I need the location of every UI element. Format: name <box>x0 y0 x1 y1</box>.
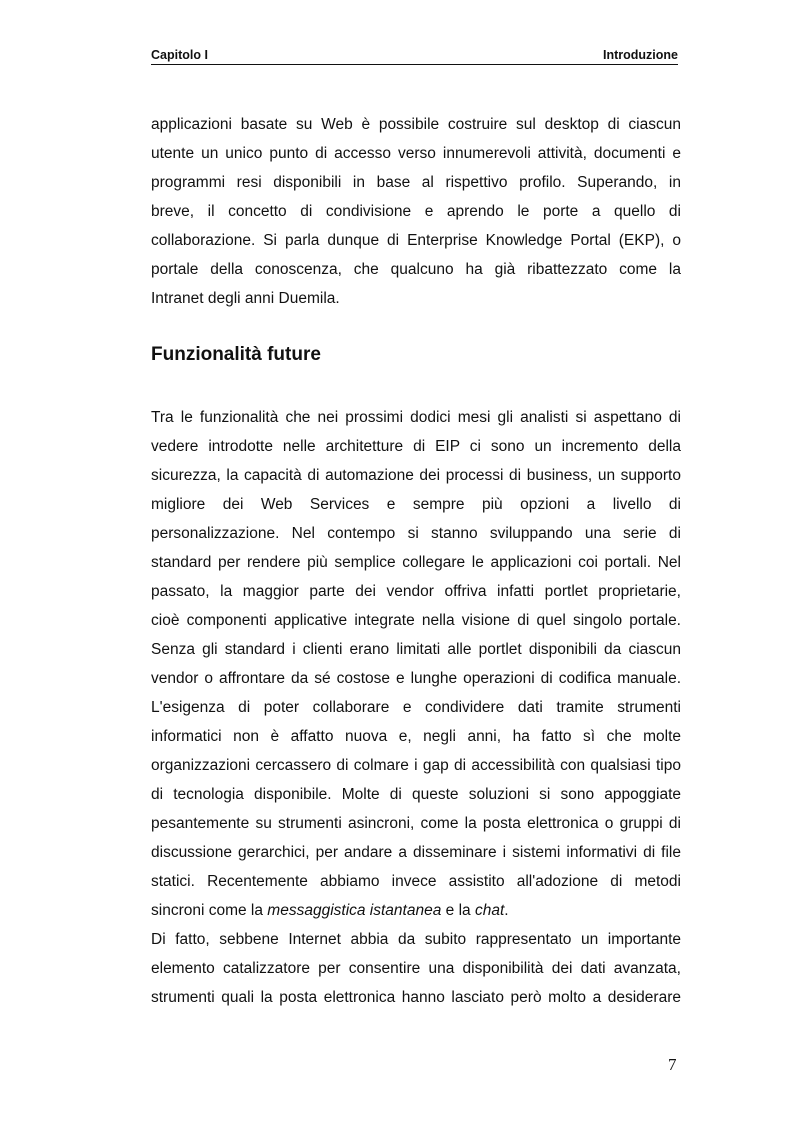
text-line: collaborazione. Si parla dunque di Enterprise Knowledge Portal (EKP), o <box>151 232 681 249</box>
text-line <box>151 896 681 925</box>
paragraph-future-features <box>151 403 681 925</box>
text-line: Di fatto, sebbene Internet abbia da subito rappresentato un importante <box>151 931 681 948</box>
text-line: passato, la maggior parte dei vendor offriva infatti portlet proprietarie, <box>151 583 681 600</box>
text-line: standard per rendere più semplice collegare le applicazioni coi portali. Nel <box>151 554 681 571</box>
italic-term: chat <box>474 902 505 919</box>
text-line: di tecnologia disponibile. Molte di queste soluzioni si sono appoggiate <box>151 786 681 803</box>
page-number: 7 <box>668 1055 677 1074</box>
section-title: Funzionalità future <box>151 344 321 365</box>
text-line: cioè componenti applicative integrate nella visione di quel singolo portale. <box>151 612 681 629</box>
text-line: Intranet degli anni Duemila. <box>151 290 340 307</box>
text-line: discussione gerarchici, per andare a disseminare i sistemi informativi di file <box>151 844 681 861</box>
text-run: . <box>504 902 509 919</box>
text-line: portale della conoscenza, che qualcuno ha già ribattezzato come la <box>151 261 681 278</box>
text-line: sicurezza, la capacità di automazione dei processi di business, un supporto <box>151 467 681 484</box>
text-run: sincroni come la <box>151 902 268 919</box>
text-line: L'esigenza di poter collaborare e condividere dati tramite strumenti <box>151 699 681 716</box>
text-line: utente un unico punto di accesso verso innumerevoli attività, documenti e <box>151 145 681 162</box>
header-section: Introduzione <box>603 48 678 62</box>
text-line: pesantemente su strumenti asincroni, come la posta elettronica o gruppi di <box>151 815 681 832</box>
italic-term: messaggistica istantanea <box>267 902 442 919</box>
text-line: personalizzazione. Nel contempo si stanno sviluppando una serie di <box>151 525 681 542</box>
header-chapter: Capitolo I <box>151 48 208 62</box>
text-line: breve, il concetto di condivisione e aprendo le porte a quello di <box>151 203 681 220</box>
text-line: Tra le funzionalità che nei prossimi dodici mesi gli analisti si aspettano di <box>151 409 681 426</box>
paragraph-intro <box>151 110 681 313</box>
running-header <box>151 46 678 65</box>
paragraph-internet <box>151 925 681 1012</box>
text-line: strumenti quali la posta elettronica hanno lasciato però molto a desiderare <box>151 989 681 1006</box>
text-line: applicazioni basate su Web è possibile costruire sul desktop di ciascun <box>151 116 681 133</box>
text-line: statici. Recentemente abbiamo invece assistito all'adozione di metodi <box>151 873 681 890</box>
text-line: informatici non è affatto nuova e, negli anni, ha fatto sì che molte <box>151 728 681 745</box>
text-line: migliore dei Web Services e sempre più opzioni a livello di <box>151 496 681 513</box>
text-line: Senza gli standard i clienti erano limitati alle portlet disponibili da ciascun <box>151 641 681 658</box>
text-line: vedere introdotte nelle architetture di EIP ci sono un incremento della <box>151 438 681 455</box>
text-run: e la <box>441 902 475 919</box>
text-line: programmi resi disponibili in base al rispettivo profilo. Superando, in <box>151 174 681 191</box>
text-line: vendor o affrontare da sé costose e lunghe operazioni di codifica manuale. <box>151 670 681 687</box>
text-line: elemento catalizzatore per consentire una disponibilità dei dati avanzata, <box>151 960 681 977</box>
text-line: organizzazioni cercassero di colmare i gap di accessibilità con qualsiasi tipo <box>151 757 681 774</box>
